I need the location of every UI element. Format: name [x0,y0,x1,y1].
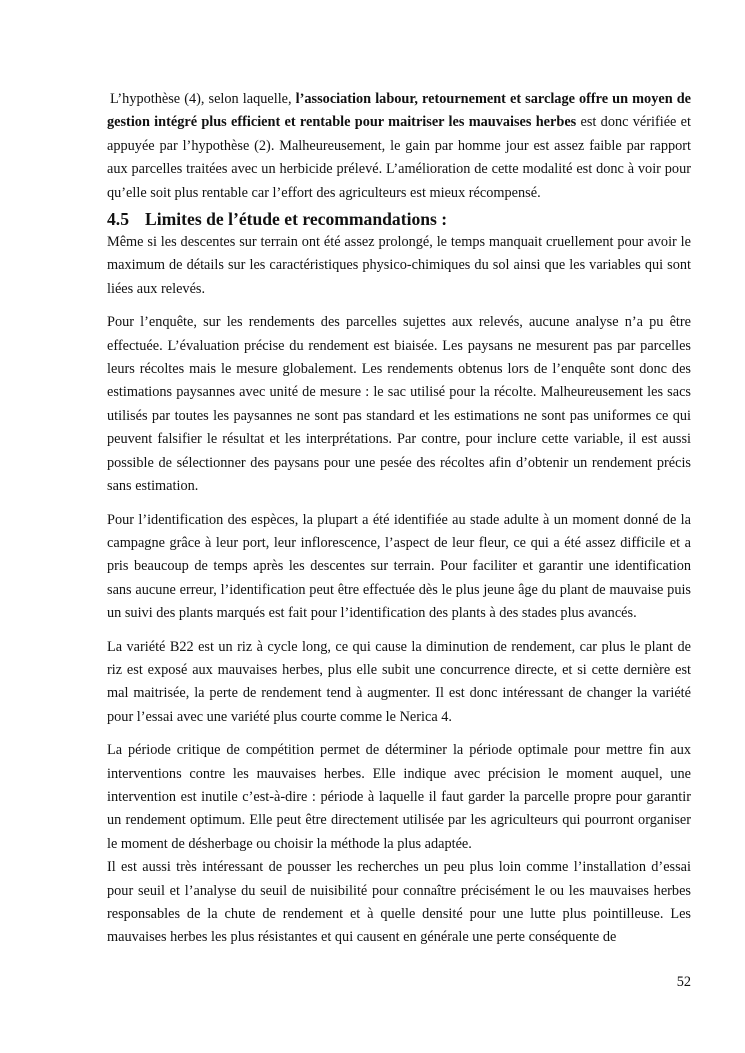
paragraph-species-identification: Pour l’identification des espèces, la plupart a été identifiée au stade adulte à un moment donné de la campagne grâce à leur port, leur inflorescence, l’aspect de leur fleur, ce qui a été assez difficile et a pris beaucoup de temps après les descentes sur terrain. Pour faciliter et garantir une identification sans aucune erreur, l’identification peut être effectuée dès le plus jeune âge du plant de mauvaise puis un suivi des plants marqués est fait pour l’identification des plants à des stades plus avancés. [107,511,691,622]
paragraph-hypothesis-conclusion [107,88,691,205]
paragraph-further-research: Il est aussi très intéressant de pousser les recherches un peu plus loin comme l’installation d’essai pour seuil et l’analyse du seuil de nuisibilité pour connaître précisément le ou les mauvaises herbes responsables de la chute de rendement et à quelle densité pour une lutte plus pointilleuse. Les mauvaises herbes les plus résistantes et qui causent en générale une perte conséquente de [107,859,691,946]
paragraph-study-limits: Même si les descentes sur terrain ont été assez prolongé, le temps manquait cruellement pour avoir le maximum de détails sur les caractéristiques physico-chimiques du sol ainsi que les variables qui sont liées aux relevés. [107,234,691,297]
paragraph-critical-period: La période critique de compétition permet de déterminer la période optimale pour mettre fin aux interventions contre les mauvaises herbes. Elle indique avec précision le moment auquel, une intervention est inutile c’est-à-dire : période à laquelle il faut garder la parcelle propre pour garantir un rendement optimum. Elle peut être directement utilisée par les agriculteurs qui pourront organiser le moment de désherbage ou choisir la méthode la plus adaptée. [107,742,691,852]
section-heading [107,208,691,231]
paragraph-yield-survey: Pour l’enquête, sur les rendements des parcelles sujettes aux relevés, aucune analyse n’a pu être effectuée. L’évaluation précise du rendement est biaisée. Les paysans ne mesurent pas par parcelles leurs récoltes mais le mesure globalement. Les rendements obtenus lors de l’enquête sont donc des estimations paysannes avec unité de mesure : le sac utilisé pour la récolte. Malheureusement les sacs utilisés par toutes les paysannes ne sont pas standard et les estimations ne sont pas uniformes ce qui peuvent falsifier le résultat et les interprétations. Par contre, pour inclure cette variable, il est aussi possible de sélectionner des paysans pour une pesée des récoltes afin d’obtenir un rendement précis sans estimation. [107,314,691,495]
hypothesis-bold-statement: l’association labour, retournement et sarclage offre un moyen de gestion intégré plus efficient et rentable pour maitriser les mauvaises herbes [107,91,692,131]
page-content [107,88,691,950]
section-title: Limites de l’étude et recommandations : [145,209,448,230]
paragraph-variety-b22: La variété B22 est un riz à cycle long, ce qui cause la diminution de rendement, car plus le plant de riz est exposé aux mauvaises herbes, plus elle subit une concurrence directe, et si cette dernière est mal maitrisée, la perte de rendement tend à augmenter. Il est donc intéressant de changer la variété pour l’essai avec une variété plus courte comme le Nerica 4. [107,638,691,725]
section-number: 4.5 [107,209,129,230]
page-number: 52 [676,974,691,990]
hypothesis-rest-text: est donc vérifiée et appuyée par l’hypothèse (2). Malheureusement, le gain par homme jour est assez faible par rapport aux parcelles traitées avec un herbicide prélevé. L’amélioration de cette modalité est donc à voir pour qu’elle soit plus rentable car l’effort des agriculteurs est mieux récompensé. [107,114,691,201]
hypothesis-intro-text: L’hypothèse (4), selon laquelle, [110,91,296,107]
